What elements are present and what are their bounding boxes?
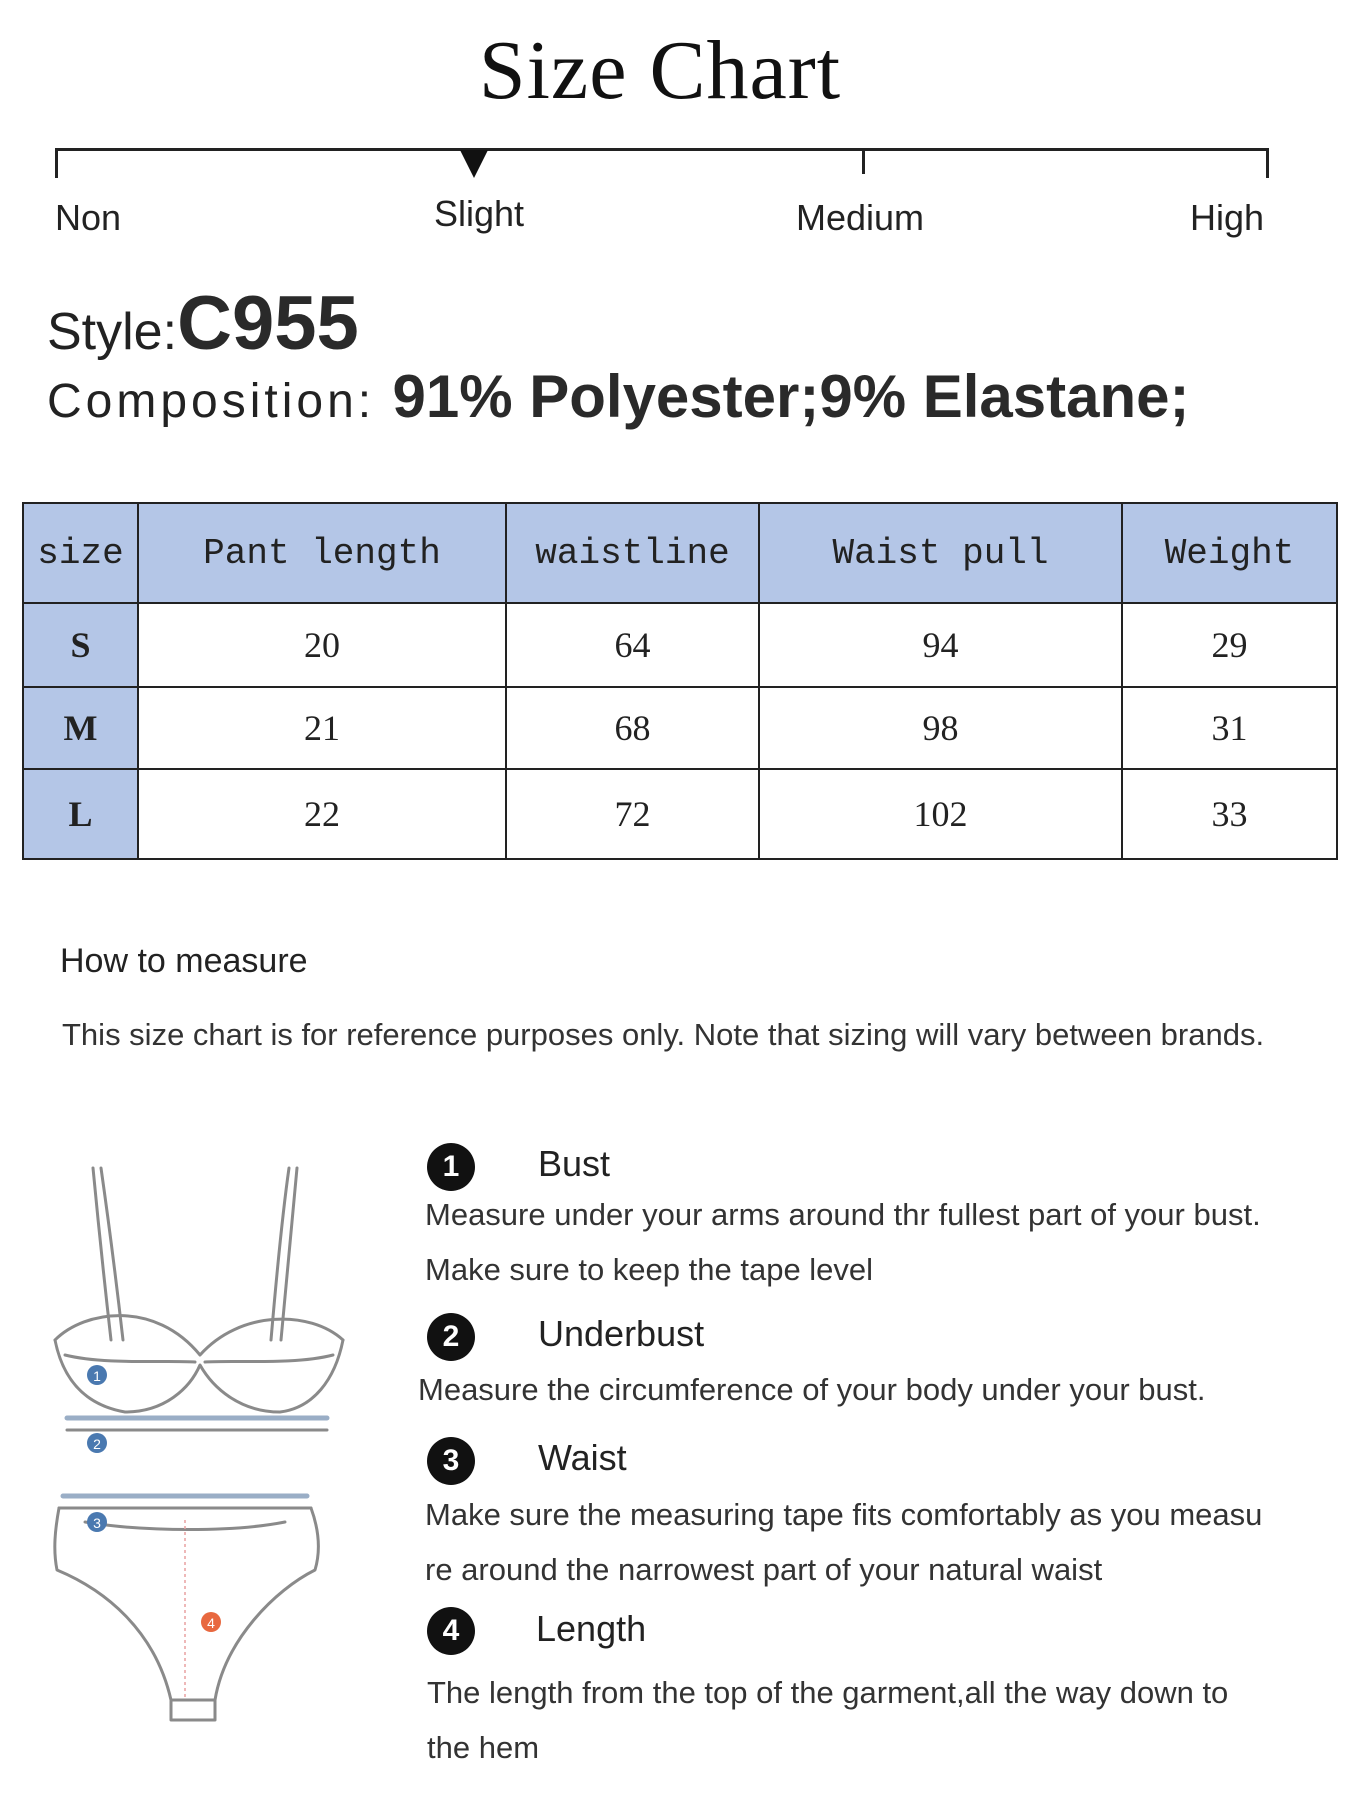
header-weight: Weight [1122, 503, 1337, 603]
table-cell: 98 [759, 687, 1122, 769]
size-cell: M [23, 687, 138, 769]
scale-tick-high [1266, 148, 1269, 178]
length-desc-line-1: The length from the top of the garment,all the way down to [427, 1675, 1229, 1710]
table-row [23, 687, 1337, 769]
style-line [47, 280, 359, 367]
marker-3: 3 [93, 1515, 101, 1531]
number-1-icon: 1 [427, 1143, 475, 1191]
style-value: C955 [177, 281, 359, 366]
underbust-desc-line-1: Measure the circumference of your body under your bust. [418, 1372, 1206, 1407]
how-to-measure-heading: How to measure [60, 942, 308, 980]
bust-desc-line-1: Measure under your arms around thr fullest part of your bust. [425, 1197, 1261, 1232]
table-cell: 21 [138, 687, 506, 769]
length-desc-line-2: the hem [427, 1730, 540, 1765]
scale-label-medium: Medium [796, 197, 925, 238]
header-pant-length: Pant length [138, 503, 506, 603]
underbust-title: Underbust [538, 1313, 705, 1354]
length-title: Length [536, 1608, 647, 1649]
marker-2: 2 [93, 1436, 101, 1452]
size-table [22, 502, 1338, 860]
table-cell: 64 [506, 603, 759, 687]
bust-title: Bust [538, 1143, 611, 1184]
number-4-icon: 4 [427, 1607, 475, 1655]
waist-desc-line-2: re around the narrowest part of your natural waist [425, 1552, 1103, 1587]
style-label: Style: [47, 303, 178, 361]
marker-4: 4 [207, 1615, 215, 1631]
table-cell: 29 [1122, 603, 1337, 687]
scale-label-high: High [1190, 197, 1265, 238]
garment-illustration [45, 1150, 355, 1745]
composition-value: 91% Polyester;9% Elastane; [392, 363, 1190, 430]
size-cell: L [23, 769, 138, 859]
scale-tick-non [55, 148, 58, 178]
table-cell: 20 [138, 603, 506, 687]
number-3-icon: 3 [427, 1437, 475, 1485]
number-2-icon: 2 [427, 1313, 475, 1361]
table-cell: 72 [506, 769, 759, 859]
composition-label: Composition: [47, 375, 376, 428]
table-cell: 68 [506, 687, 759, 769]
scale-line [55, 148, 1269, 151]
table-cell: 33 [1122, 769, 1337, 859]
waist-title: Waist [538, 1437, 627, 1478]
page-title: Size Chart [478, 24, 842, 117]
header-size: size [23, 503, 138, 603]
table-header-row [23, 503, 1337, 603]
table-cell: 31 [1122, 687, 1337, 769]
header-waist-pull: Waist pull [759, 503, 1122, 603]
composition-line [47, 362, 1190, 431]
table-cell: 102 [759, 769, 1122, 859]
stretch-indicator-icon [460, 150, 488, 178]
table-row [23, 769, 1337, 859]
bust-desc-line-2: Make sure to keep the tape level [425, 1252, 874, 1287]
waist-desc-line-1: Make sure the measuring tape fits comfortably as you measu [425, 1497, 1263, 1532]
table-cell: 22 [138, 769, 506, 859]
table-row [23, 603, 1337, 687]
bikini-outline-icon [45, 1150, 355, 1740]
marker-1: 1 [93, 1368, 101, 1384]
table-cell: 94 [759, 603, 1122, 687]
size-cell: S [23, 603, 138, 687]
scale-label-non: Non [55, 197, 122, 238]
reference-note: This size chart is for reference purposes only. Note that sizing will vary between brands. [62, 1017, 1265, 1052]
header-waistline: waistline [506, 503, 759, 603]
scale-tick-medium [862, 148, 865, 174]
scale-label-slight: Slight [434, 193, 525, 234]
